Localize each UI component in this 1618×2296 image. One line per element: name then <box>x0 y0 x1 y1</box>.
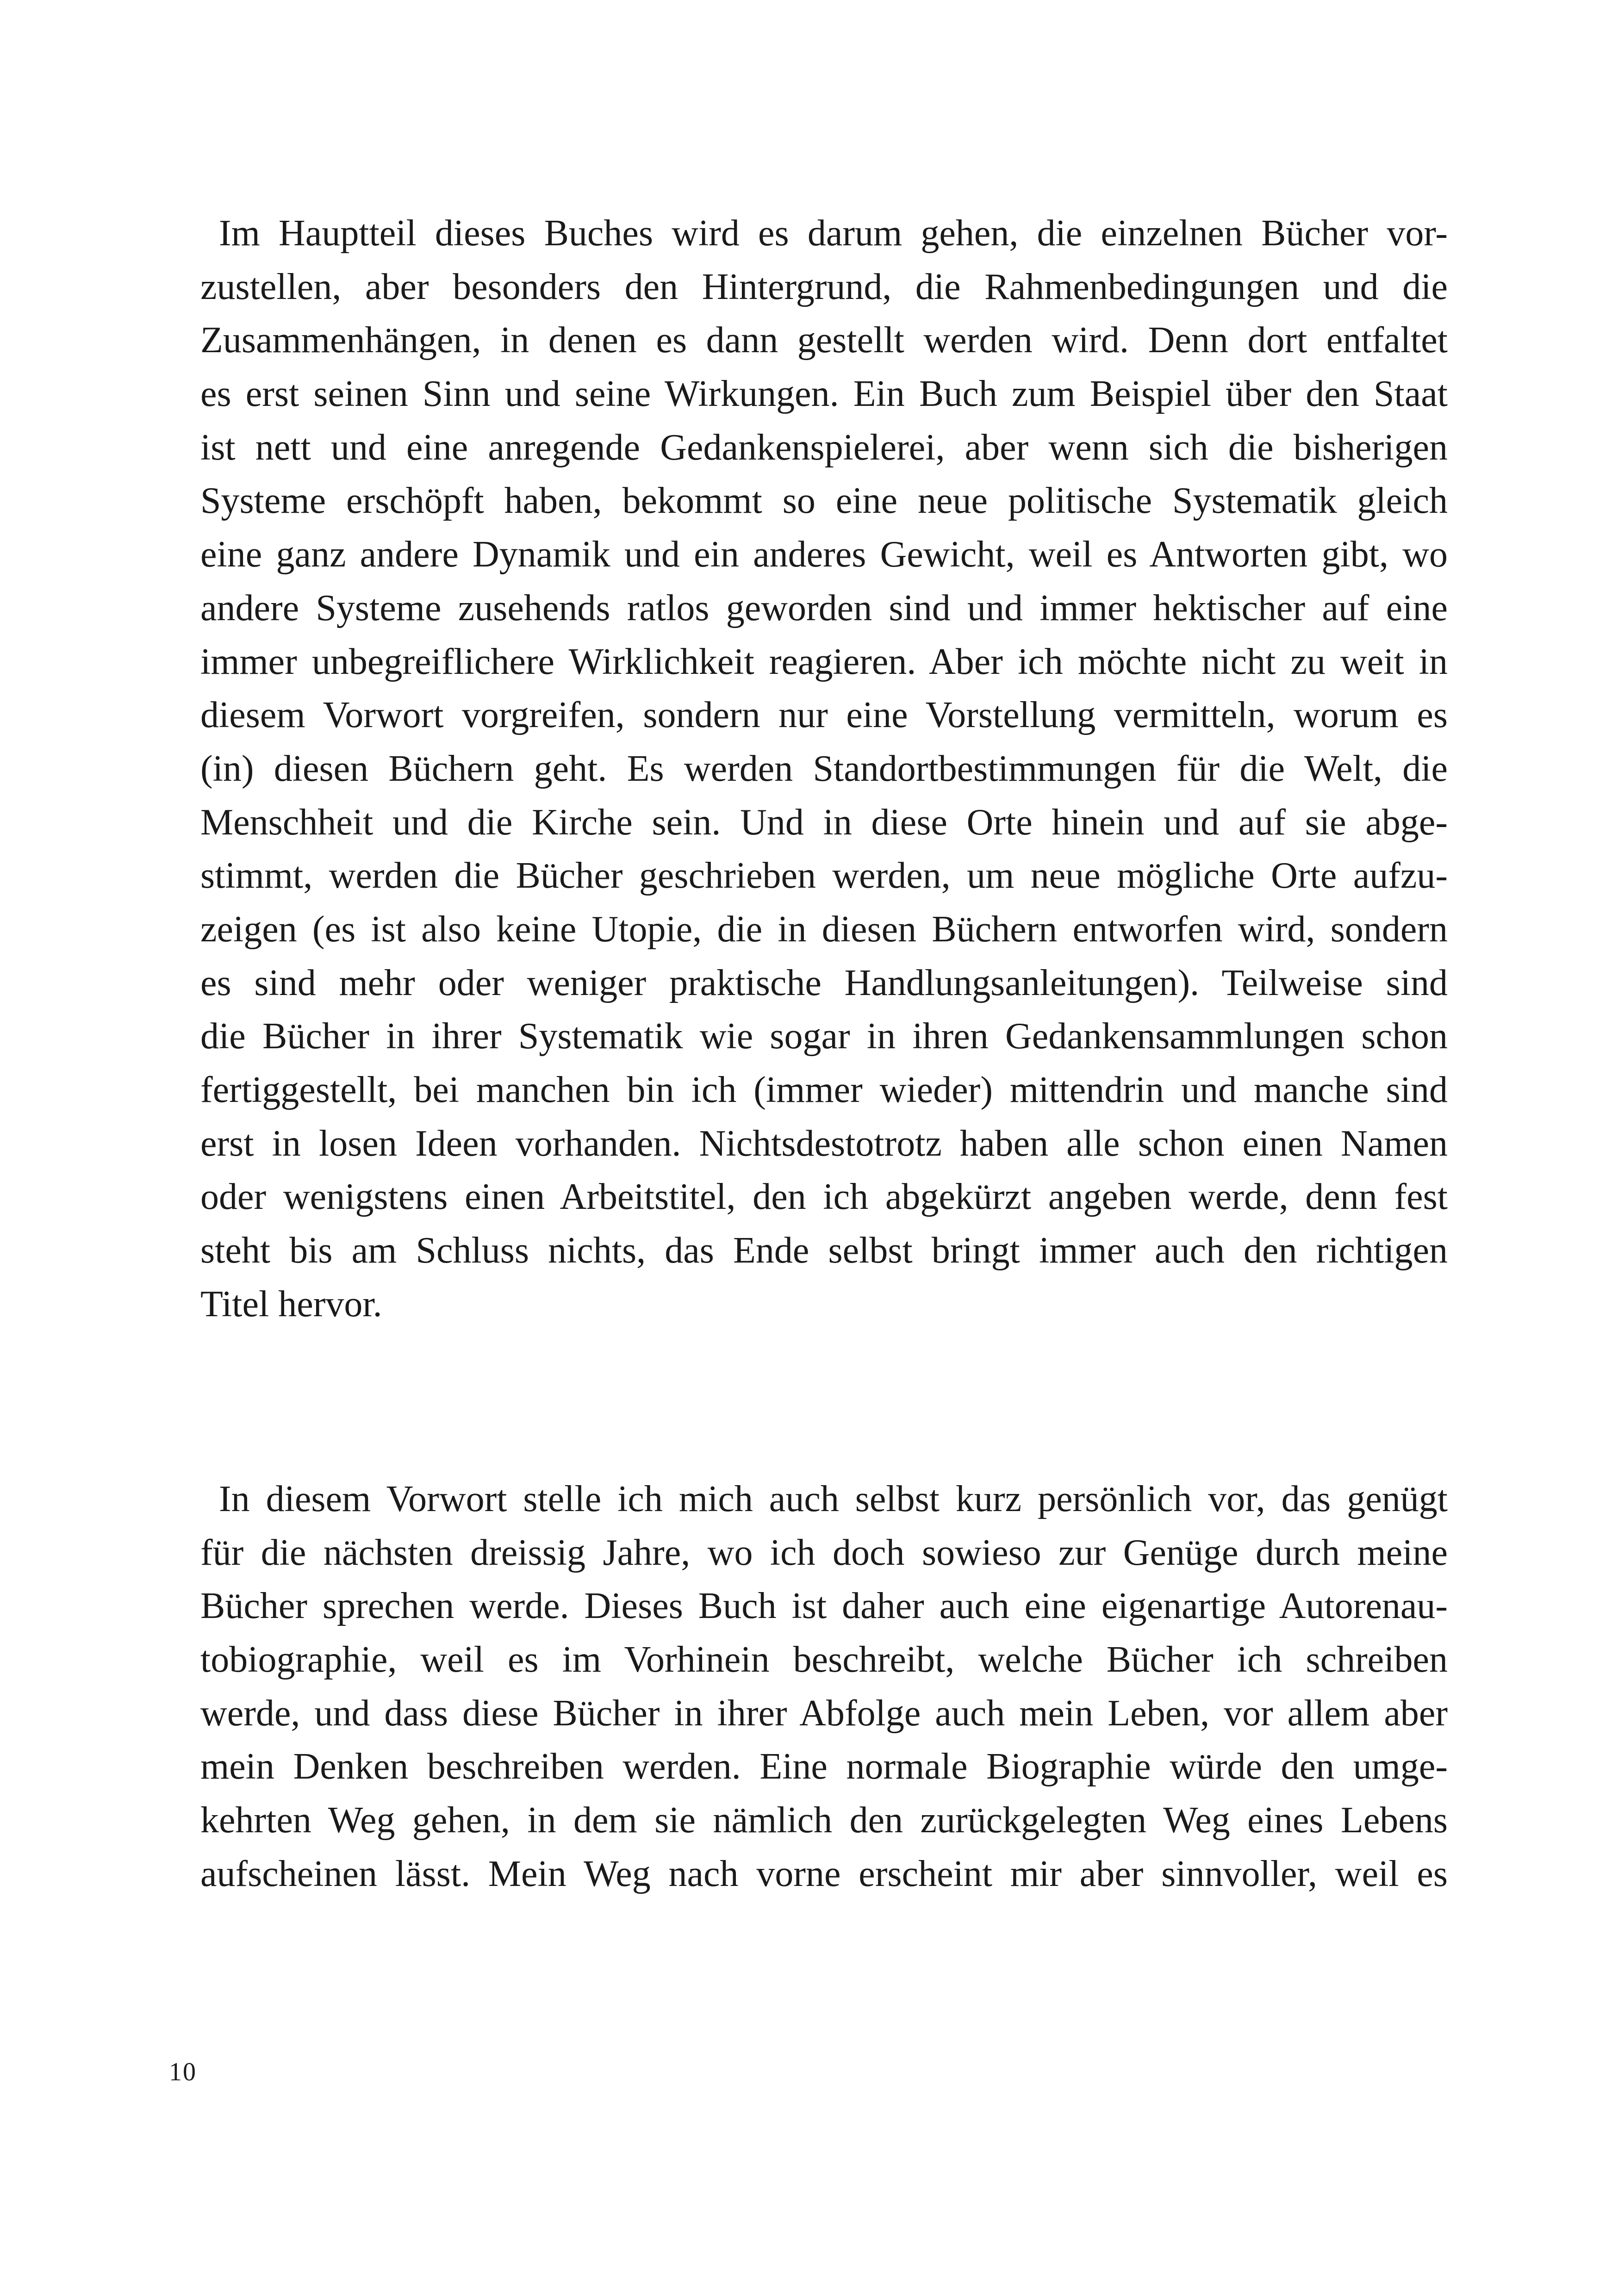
text-line: für die nächsten dreissig Jahre, wo ich doch sowieso zur Genüge durch meine <box>200 1532 1448 1573</box>
text-line: werde, und dass diese Bücher in ihrer Abfolge auch mein Leben, vor allem aber <box>200 1692 1448 1734</box>
text-line: ist nett und eine anregende Gedankenspielerei, aber wenn sich die bisherigen <box>200 427 1448 468</box>
text-line: stimmt, werden die Bücher geschrieben werden, um neue mögliche Orte aufzu- <box>200 855 1448 896</box>
text-line: tobiographie, weil es im Vorhinein beschreibt, welche Bücher ich schreiben <box>200 1639 1448 1680</box>
text-line: diesem Vorwort vorgreifen, sondern nur eine Vorstellung vermitteln, worum es <box>200 695 1448 736</box>
text-line: erst in losen Ideen vorhanden. Nichtsdestotrotz haben alle schon einen Namen <box>200 1123 1448 1164</box>
text-line: Im Hauptteil dieses Buches wird es darum gehen, die einzelnen Bücher vor- <box>219 213 1448 254</box>
text-line: zustellen, aber besonders den Hintergrund, die Rahmenbedingungen und die <box>200 266 1448 307</box>
text-line: kehrten Weg gehen, in dem sie nämlich den zurückgelegten Weg eines Lebens <box>200 1800 1448 1841</box>
text-line: steht bis am Schluss nichts, das Ende selbst bringt immer auch den richtigen <box>200 1230 1448 1271</box>
text-line: (in) diesen Büchern geht. Es werden Standortbestimmungen für die Welt, die <box>200 748 1448 789</box>
text-line: Menschheit und die Kirche sein. Und in diese Orte hinein und auf sie abge- <box>200 802 1448 843</box>
text-line: zeigen (es ist also keine Utopie, die in diesen Büchern entworfen wird, sondern <box>200 908 1448 950</box>
text-line: eine ganz andere Dynamik und ein anderes Gewicht, weil es Antworten gibt, wo <box>200 534 1448 575</box>
text-line: oder wenigstens einen Arbeitstitel, den ich abgekürzt angeben werde, denn fest <box>200 1176 1448 1218</box>
page-number: 10 <box>169 2058 197 2086</box>
text-line: mein Denken beschreiben werden. Eine normale Biographie würde den umge- <box>200 1746 1448 1787</box>
text-line: andere Systeme zusehends ratlos geworden sind und immer hektischer auf eine <box>200 587 1448 628</box>
paragraph-main-part <box>200 207 1448 1331</box>
text-line: immer unbegreiflichere Wirklichkeit reagieren. Aber ich möchte nicht zu weit in <box>200 641 1448 682</box>
text-line: Zusammenhängen, in denen es dann gestellt werden wird. Denn dort entfaltet <box>200 320 1448 361</box>
text-line: Titel hervor. <box>200 1283 382 1325</box>
text-line: die Bücher in ihrer Systematik wie sogar in ihren Gedankensammlungen schon <box>200 1016 1448 1057</box>
text-line: Bücher sprechen werde. Dieses Buch ist daher auch eine eigenartige Autorenau- <box>200 1586 1448 1627</box>
paragraph-foreword <box>200 1473 1448 1901</box>
text-line: es erst seinen Sinn und seine Wirkungen. Ein Buch zum Beispiel über den Staat <box>200 373 1448 415</box>
text-line: es sind mehr oder weniger praktische Handlungsanleitungen). Teilweise sind <box>200 962 1448 1003</box>
text-line: Systeme erschöpft haben, bekommt so eine neue politische Systematik gleich <box>200 480 1448 522</box>
text-line: In diesem Vorwort stelle ich mich auch selbst kurz persönlich vor, das genügt <box>219 1479 1448 1519</box>
text-line: aufscheinen lässt. Mein Weg nach vorne erscheint mir aber sinnvoller, weil es <box>200 1853 1448 1894</box>
text-line: fertiggestellt, bei manchen bin ich (immer wieder) mittendrin und manche sind <box>200 1070 1448 1110</box>
